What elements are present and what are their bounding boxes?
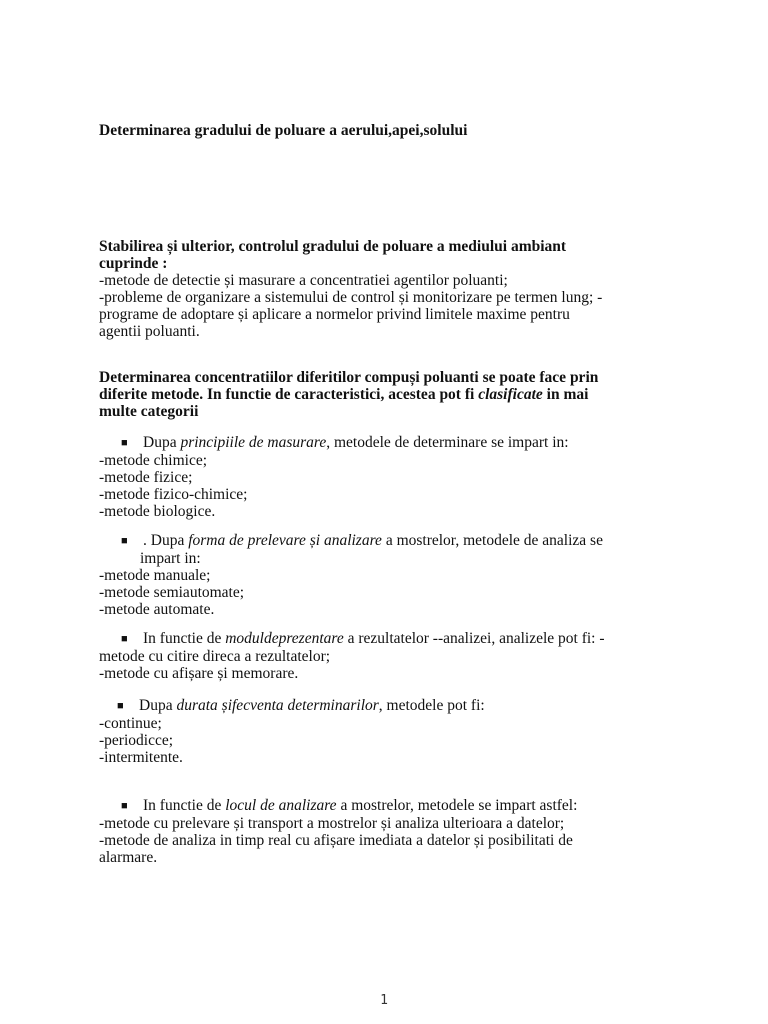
intro-item: programe de adoptare și aplicare a normelor privind limitele maxime pentru	[99, 306, 570, 323]
bullet-group-1	[99, 434, 654, 520]
list-item: -periodicce;	[99, 732, 174, 749]
square-bullet-icon: ■	[121, 633, 128, 645]
square-bullet-icon: ■	[117, 700, 124, 712]
classification-line	[99, 386, 654, 403]
bullet-text: a mostrelor, metodele se impart astfel:	[336, 797, 578, 814]
bullet-emphasis: moduldeprezentare	[225, 630, 344, 647]
list-item: alarmare.	[99, 849, 158, 866]
bullet-text: a rezultatelor --analizei, analizele pot fi: -	[343, 630, 605, 647]
bullet-text: , metodele de determinare se impart in:	[326, 434, 569, 451]
list-item: -metode semiautomate;	[99, 584, 245, 601]
list-item: -metode automate.	[99, 601, 215, 618]
intro-section	[99, 238, 654, 340]
document-title: Determinarea gradului de poluare a aerului,apei,solului	[99, 122, 468, 139]
classification-line: Determinarea concentratiilor diferitilor compuși poluanti se poate face prin	[99, 369, 599, 386]
bullet-heading	[99, 532, 654, 550]
bullet-text: a mostrelor, metodele de analiza se	[381, 532, 603, 549]
intro-heading-line: Stabilirea și ulterior, controlul gradului de poluare a mediului ambiant	[99, 238, 567, 255]
bullet-heading	[99, 797, 654, 815]
classification-line: multe categorii	[99, 403, 199, 420]
bullet-emphasis: locul de analizare	[225, 797, 337, 814]
classification-emphasis: clasificate	[478, 386, 543, 403]
list-item: -metode cu prelevare și transport a mostrelor și analiza ulterioara a datelor;	[99, 815, 565, 832]
bullet-text: In functie de	[143, 630, 226, 647]
bullet-text: In functie de	[143, 797, 226, 814]
bullet-emphasis: durata șifecventa determinarilor	[176, 697, 379, 714]
list-item: metode cu citire direca a rezultatelor;	[99, 648, 331, 665]
intro-heading-line: cuprinde :	[99, 255, 168, 272]
bullet-heading	[99, 630, 654, 648]
bullet-emphasis: principiile de masurare	[180, 434, 327, 451]
bullet-group-4	[99, 697, 654, 766]
list-item: -metode chimice;	[99, 452, 208, 469]
square-bullet-icon: ■	[121, 535, 128, 547]
list-item: -metode biologice.	[99, 503, 216, 520]
classification-text: diferite metode. In functie de caracteristici, acestea pot fi	[99, 386, 479, 403]
bullet-text: , metodele pot fi:	[378, 697, 485, 714]
bullet-heading	[99, 434, 654, 452]
list-item: -metode fizico-chimice;	[99, 486, 248, 503]
bullet-group-3	[99, 630, 654, 682]
page-number: 1	[380, 993, 388, 1008]
bullet-text: Dupa	[143, 434, 181, 451]
list-item: -metode manuale;	[99, 567, 211, 584]
bullet-text: Dupa	[139, 697, 177, 714]
classification-text: in mai	[542, 386, 589, 403]
bullet-emphasis: forma de prelevare și analizare	[188, 532, 382, 549]
bullet-group-5	[99, 797, 654, 866]
bullet-continuation: impart in:	[140, 550, 201, 567]
square-bullet-icon: ■	[121, 800, 128, 812]
list-item: -continue;	[99, 715, 162, 732]
intro-item: agentii poluanti.	[99, 323, 200, 340]
list-item: -intermitente.	[99, 749, 183, 766]
intro-item: -probleme de organizare a sistemului de control și monitorizare pe termen lung; -	[99, 289, 603, 306]
bullet-text: . Dupa	[143, 532, 189, 549]
list-item: -metode cu afișare și memorare.	[99, 665, 299, 682]
intro-item: -metode de detectie și masurare a concentratiei agentilor poluanti;	[99, 272, 508, 289]
classification-section	[99, 369, 654, 420]
bullet-group-2	[99, 532, 654, 618]
square-bullet-icon: ■	[121, 437, 128, 449]
list-item: -metode de analiza in timp real cu afișare imediata a datelor și posibilitati de	[99, 832, 573, 849]
bullet-heading	[99, 697, 654, 715]
list-item: -metode fizice;	[99, 469, 193, 486]
